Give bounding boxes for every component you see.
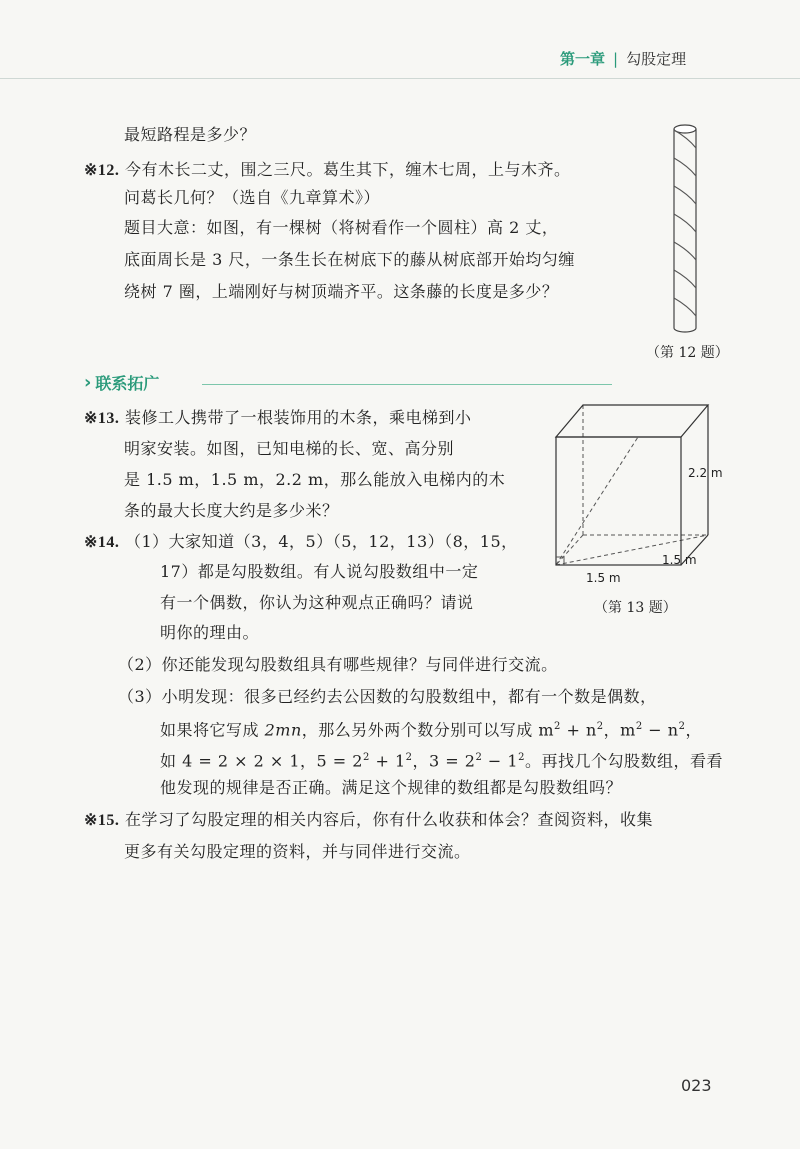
height-label: 2.2 m [688, 466, 723, 480]
section-divider [202, 384, 612, 385]
problem-14-number: ※14. [84, 534, 120, 551]
chapter-header [560, 48, 686, 69]
width-label: 1.5 m [662, 553, 697, 567]
problem-13-line-1: ※13. 装修工人携带了一根装饰用的木条，乘电梯到小 [84, 408, 472, 427]
problem-14-1-line-4: 明你的理由。 [160, 623, 260, 642]
chevron-right-icon: › [84, 371, 92, 393]
problem-15-line-2: 更多有关勾股定理的资料，并与同伴进行交流。 [124, 842, 471, 861]
problem-13-line-4: 条的最大长度大约是多少米？ [124, 501, 339, 520]
problem-13-line-2: 明家安装。如图，已知电梯的长、宽、高分别 [124, 439, 455, 458]
chapter-title: 勾股定理 [626, 50, 687, 68]
intro-line: 最短路程是多少？ [124, 125, 257, 144]
problem-12-line-3: 题目大意：如图，有一棵树（将树看作一个圆柱）高 2 丈， [124, 218, 559, 237]
header-separator: | [613, 50, 619, 68]
cylinder-vine-figure [660, 120, 710, 340]
page-number: 023 [681, 1076, 712, 1095]
section-title: 联系拓广 [95, 373, 160, 393]
problem-13-number: ※13. [84, 410, 120, 427]
figure-13-caption: （第 13 题） [594, 600, 677, 616]
problem-15-line-1: ※15. 在学习了勾股定理的相关内容后，你有什么收获和体会？查阅资料，收集 [84, 810, 654, 829]
figure-12-caption: （第 12 题） [646, 345, 729, 361]
chapter-label: 第一章 [560, 50, 606, 68]
problem-14-3-line-1: （3）小明发现：很多已经约去公因数的勾股数组中，都有一个数是偶数， [118, 687, 657, 706]
problem-14-2: （2）你还能发现勾股数组具有哪些规律？与同伴进行交流。 [118, 655, 558, 674]
problem-15-number: ※15. [84, 812, 120, 829]
problem-12-line-5: 绕树 7 圈，上端刚好与树顶端齐平。这条藤的长度是多少？ [124, 282, 559, 301]
problem-13-line-3: 是 1.5 m，1.5 m，2.2 m，那么能放入电梯内的木 [124, 470, 506, 489]
problem-14-1-line-3: 有一个偶数，你认为这种观点正确吗？请说 [160, 593, 474, 612]
problem-12-number: ※12. [84, 162, 120, 179]
problem-12-line-2: 问葛长几何？（选自《九章算术》） [124, 188, 381, 207]
elevator-box-figure [548, 400, 728, 580]
problem-14-3-line-4: 他发现的规律是否正确。满足这个规律的数组都是勾股数组吗？ [160, 778, 623, 797]
header-divider [0, 78, 800, 79]
problem-12-line-1: ※12. 今有木长二丈，围之三尺。葛生其下，缠木七周，上与木齐。 [84, 160, 571, 179]
section-header [84, 369, 159, 395]
problem-14-3-line-2: 如果将它写成 2mn，那么另外两个数分别可以写成 $m^2 + n^2$，$m^2 - n^2$， [160, 720, 702, 740]
length-label: 1.5 m [586, 571, 621, 585]
problem-14-line-1: ※14. （1）大家知道（3，4，5）（5，12，13）（8，15， [84, 532, 518, 551]
problem-14-3-line-3: 如 4 = 2 × 2 × 1，$5 = 2^2 + 1^2$，$3 = 2^2 - 1^2$。再找几个勾股数组，看看 [160, 751, 723, 771]
problem-14-1-line-2: 17）都是勾股数组。有人说勾股数组中一定 [160, 562, 479, 581]
problem-12-line-4: 底面周长是 3 尺，一条生长在树底下的藤从树底部开始均匀缠 [124, 250, 575, 269]
